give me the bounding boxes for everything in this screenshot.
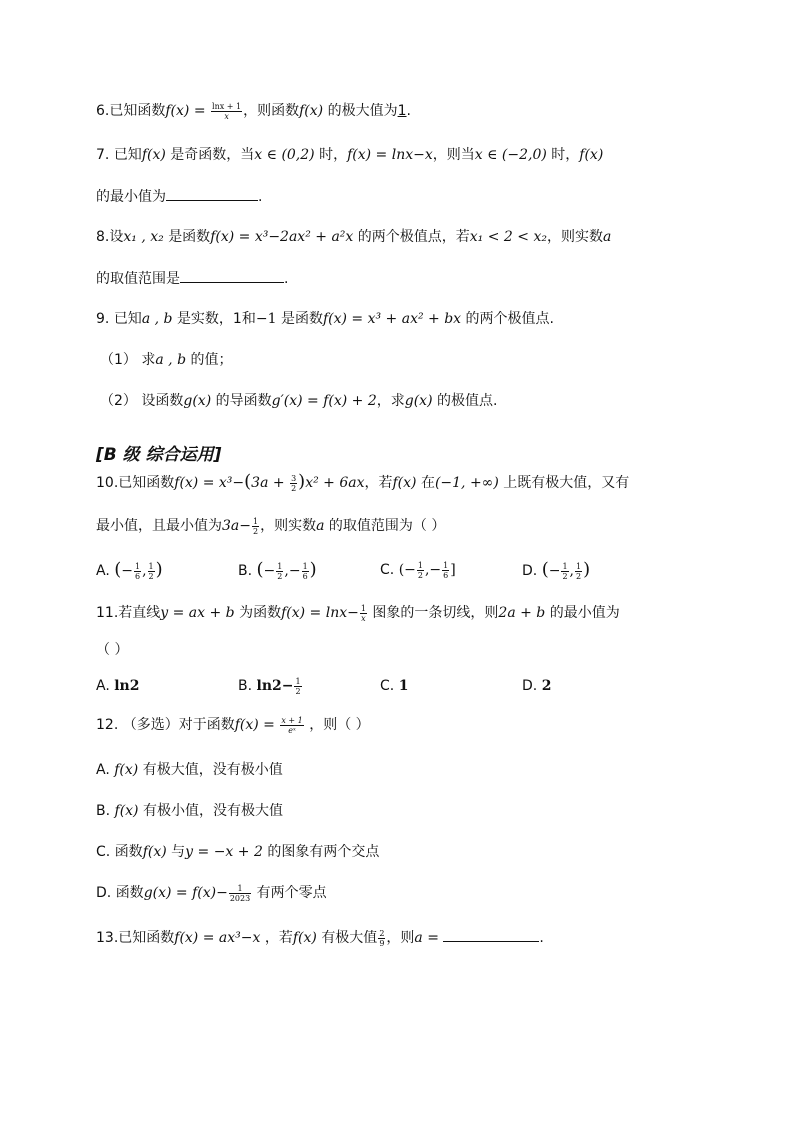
- question-number: 12.: [96, 717, 119, 733]
- answer-blank[interactable]: [180, 268, 284, 283]
- question-12: 12. （多选）对于函数f(x) = $\frac{x + 1}{\text{eˣ}}$ ，则（ ）: [96, 715, 370, 735]
- question-7: 7. 已知f(x) 是奇函数，当x ∈ (0,2) 时，f(x) = lnx−x，则当x ∈ (−2,0) 时，f(x): [96, 147, 604, 163]
- question-13: 13.已知函数f(x) = ax³−x ，若f(x) 有极大值 $\frac{2}{9}$ ，则a = .: [96, 928, 544, 948]
- question-8: 8.设x₁ , x₂ 是函数f(x) = x³−2ax² + a²x 的两个极值点，若x₁ < 2 < x₂，则实数a: [96, 229, 612, 245]
- option-d[interactable]: D. 函数g(x) = f(x)− $\frac{1}{2023}$ 有两个零点: [96, 883, 327, 903]
- section-heading: [B 级 综合运用]: [96, 445, 222, 465]
- option-c[interactable]: C. 1: [380, 678, 409, 694]
- option-a[interactable]: A. (− $\frac{1}{6}$ , $\frac{1}{2}$ ): [96, 559, 163, 581]
- question-10-line2: 最小值，且最小值为3a− $\frac{1}{2}$ ，则实数a 的取值范围为（ ）: [96, 516, 446, 536]
- question-11: 11.若直线y = ax + b 为函数f(x) = lnx− $\frac{1}{x}$ 图象的一条切线，则2a + b 的最小值为: [96, 603, 620, 623]
- option-b[interactable]: B. ln2− $\frac{1}{2}$: [238, 676, 301, 696]
- fraction: $\frac{\ln x + 1}{x}$: [212, 101, 242, 121]
- question-number: 9.: [96, 311, 110, 327]
- answer: 1: [397, 103, 407, 119]
- answer-blank[interactable]: [443, 927, 539, 942]
- question-6: 6.已知函数f(x) = $\frac{\ln x + 1}{x}$ ，则函数f(x) 的极大值为1.: [96, 101, 411, 121]
- question-7-line2: 的最小值为 .: [96, 186, 262, 207]
- question-number: 10.: [96, 475, 119, 491]
- question-8-line2: 的取值范围是 .: [96, 268, 288, 289]
- question-9-part-1: （1） 求a , b 的值；: [100, 352, 233, 368]
- question-number: 13.: [96, 930, 119, 946]
- answer-blank[interactable]: [166, 186, 258, 201]
- option-c[interactable]: C. (− $\frac{1}{2}$ ,− $\frac{1}{6}$ ]: [380, 560, 456, 580]
- option-a[interactable]: A. f(x) 有极大值，没有极小值: [96, 762, 283, 778]
- option-d[interactable]: D. (− $\frac{1}{2}$ , $\frac{1}{2}$ ): [522, 559, 591, 581]
- question-number: 8.: [96, 229, 110, 245]
- question-number: 11.: [96, 605, 119, 621]
- question-11-line2: （ ）: [96, 642, 129, 658]
- question-number: 6.: [96, 103, 110, 119]
- option-b[interactable]: B. f(x) 有极小值，没有极大值: [96, 803, 283, 819]
- option-c[interactable]: C. 函数f(x) 与y = −x + 2 的图象有两个交点: [96, 844, 380, 860]
- question-9: 9. 已知a , b 是实数，1和−1 是函数f(x) = x³ + ax² + bx 的两个极值点.: [96, 311, 554, 327]
- option-b[interactable]: B. (− $\frac{1}{2}$ ,− $\frac{1}{6}$ ): [238, 559, 317, 581]
- option-d[interactable]: D. 2: [522, 678, 552, 694]
- question-9-part-2: （2） 设函数g(x) 的导函数g′(x) = f(x) + 2，求g(x) 的极值点.: [100, 393, 498, 409]
- question-number: 7.: [96, 147, 110, 163]
- option-a[interactable]: A. ln2: [96, 678, 140, 694]
- question-10: 10.已知函数f(x) = x³−(3a + $\frac{3}{2}$ )x² + 6ax，若f(x) 在(−1, +∞) 上既有极大值，又有: [96, 471, 630, 493]
